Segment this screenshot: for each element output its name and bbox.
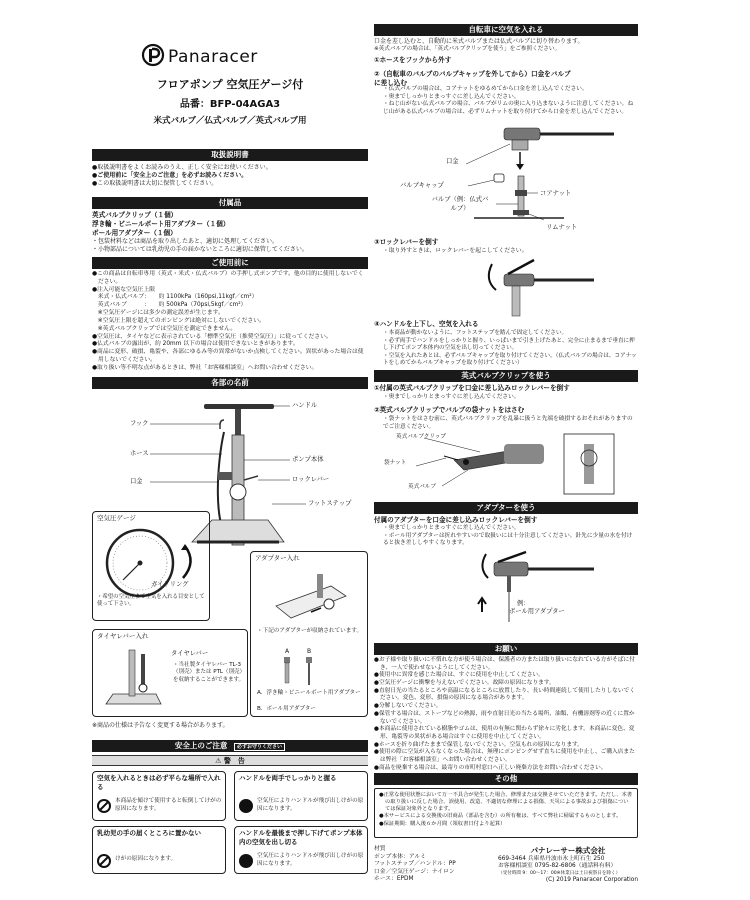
before-use-line: ●注入可能な空気圧上限 xyxy=(92,286,156,293)
before-use-line: 米式・仏式バルブ： 約 1100kPa（160psi,11kgf／cm²） xyxy=(92,294,258,301)
adapter-step: 付属のアダプターを口金に差し込みロックレバーを倒す xyxy=(374,516,538,524)
label-eng-valve: 英式バルブ xyxy=(408,484,436,490)
accessory-note: ・小物部品については乳幼児の手の届かないところに適切に保管してください。 xyxy=(92,245,308,253)
safety-header-tag: 必ずお守りください xyxy=(234,743,285,751)
before-use-line: ●商品に変形、破損、亀裂や、各部にゆるみ等の異常がないか点検してください。異状があった場合は使用しないでください。 xyxy=(92,349,364,363)
step2-note: ・仏式バルブの場合は、コアナットをゆるめてから口金を差し込んでください。 xyxy=(383,86,588,92)
adapter-note: ・奥までしっかりとまっすぐに差し込んでください。 xyxy=(383,525,520,531)
warning-label: 警 告 xyxy=(223,757,245,765)
step4-note: ・必ず両手でハンドルをしっかりと握り、いっぱいまで引き上げたあと、完全に止まるまで垂直に押し下げてポンプ本体内の空気を出し切ってください。 xyxy=(383,337,635,352)
inflate-step2: ②（自転車のバルブのバルブキャップを外してから）口金をバルブに差し込む xyxy=(374,70,571,87)
adapter-holder-box xyxy=(250,551,368,717)
lock-lever-illustration xyxy=(474,260,594,316)
label-bag-nut: 袋ナット xyxy=(384,460,407,466)
manual-text xyxy=(92,164,368,188)
accessory-item: ボール用アダプター（１個） xyxy=(92,228,177,237)
safety-box-2 xyxy=(234,771,368,821)
label-guide-ring: ガイドリング xyxy=(151,581,189,588)
before-use-line: ●仏式バルブの露出が、約 20mm 以下の場合は使用できないときがあります。 xyxy=(92,341,299,348)
inflate-header: 自転車に空気を入れる xyxy=(374,24,638,36)
request-header: お願い xyxy=(374,643,638,655)
before-use-header: ご使用前に xyxy=(92,257,368,269)
label-hook: フック xyxy=(130,420,149,427)
request-line: ●商品を廃棄する場合は、最寄りの市町村窓口へ正しい廃棄方法をお問い合わせください。 xyxy=(374,764,607,771)
before-use-line: ※空気圧ゲージには多少の測定誤差が生じます。 xyxy=(92,310,224,317)
adapter-notes xyxy=(374,525,638,548)
accessories-text xyxy=(92,211,368,254)
parts-header: 各部の名前 xyxy=(92,377,368,389)
step2-note: ・ねじ山がない仏式バルブの場合、バルブがリムの奥に入り込まないように注意してください。ねじ山がある仏式バルブの場合は、必ずリムナットを取り付けてから口金を差し込んでください。 xyxy=(383,101,634,116)
tire-lever-box xyxy=(92,629,248,717)
label-body: ポンプ本体 xyxy=(292,456,324,463)
tire-lever-note: ・当社製タイヤレバー TL-3（別売）または PTL（別売）を収納することができます。 xyxy=(173,662,245,683)
material-line: フットステップ／ハンドル：PP xyxy=(374,861,456,868)
safety-box-body: 空気圧によりハンドルが飛び出しけがの原因になります。 xyxy=(257,798,364,812)
inflate-step3-note: ・取り外すときは、ロックレバーを起こしてください。 xyxy=(383,248,528,254)
safety-box-title: ハンドルを両手でしっかりと握る xyxy=(239,774,337,782)
before-use-text xyxy=(92,271,368,373)
company-info xyxy=(498,846,638,884)
copyright: (C) 2019 Panaracer Corporation xyxy=(545,876,638,883)
adapter-b-letter: B xyxy=(307,648,312,655)
eng-clip-step2-note: ・袋ナットをはさむ前に、英式バルブクリップを乱暴に扱うと先端を破損するおそれがありますのでご注意ください。 xyxy=(383,416,633,430)
safety-header-title: 安全上のご注意 xyxy=(174,741,228,750)
label-valve-cap: バルブキャップ xyxy=(400,182,444,189)
instruction-icon xyxy=(239,799,253,813)
instruction-icon xyxy=(239,854,253,868)
manual-line: ●取扱説明書をよくお読みのうえ、正しく安全にお使いください。 xyxy=(92,164,272,171)
label-hose: ホース xyxy=(130,450,149,457)
other-line: ●保証期間：購入後６か月間（領収書日付より起算） xyxy=(379,820,506,827)
product-model: 品番：BFP-04AGA3 xyxy=(179,99,281,110)
label-rim-nut: リムナット xyxy=(546,224,578,231)
label-lock-lever: ロックレバー xyxy=(292,476,330,483)
eng-clip-header: 英式バルブクリップを使う xyxy=(374,370,638,382)
request-line: ●お子様や取り扱いに不慣れな方が使う場合は、保護者の方または取り扱いになれている方がそばに付き、一人で使わせないようにしてください。 xyxy=(374,657,635,671)
company-phone: お客様相談室 0795-82-6806（通話料有料） xyxy=(498,863,617,870)
gauge-note: ・希望の空気圧まで空気を入れる目安として使って下さい。 xyxy=(97,594,205,608)
label-core-nut: コアナット xyxy=(540,190,572,197)
inflate-intro xyxy=(374,38,638,54)
label-eng-clip: 英式バルブクリップ xyxy=(396,434,446,440)
step4-note: ・本商品が動かないように、フットステップを踏んで固定してください。 xyxy=(383,330,568,336)
safety-box-1 xyxy=(92,771,226,821)
request-line: ●空気圧ゲージに衝撃を与えないでください。故障の原因になります。 xyxy=(374,680,555,687)
warning-bar xyxy=(92,755,368,766)
adapter-b-desc: B．ボール用アダプター xyxy=(257,706,316,712)
before-use-line: ●この商品は自転車専用（英式・米式・仏式バルブ）の手押し式ポンプです。他の目的に使用しないでください。 xyxy=(92,271,364,285)
before-use-line: ※空気圧上限を超えてのポンピングは絶対にしないでください。 xyxy=(92,317,265,324)
manual-header: 取扱説明書 xyxy=(92,149,368,161)
label-foot-step: フットステップ xyxy=(308,500,352,507)
tire-lever-holder-title: タイヤレバー入れ xyxy=(97,632,149,640)
request-line: ●本商品に使用されている樹脂やゴムは、使用の有無に関わらず徐々に劣化します。本商品に変色、変形、亀裂等の異状がある場合はすぐに使用を中止してください。 xyxy=(374,726,635,740)
inflate-step1: ①ホースをフックから外す xyxy=(374,56,452,64)
safety-box-title: ハンドルを最後まで押し下げてポンプ本体内の空気を出し切る xyxy=(239,829,363,846)
other-box xyxy=(374,788,638,838)
before-use-line: ●空気圧は、タイヤなどに表示されている「標準空気圧（推奨空気圧）」に従ってください。 xyxy=(92,333,332,340)
request-line: ●直射日光の当たるところや高温になるところに放置したり、長い時間連続して使用したりしないでください。変色、変形、損傷の原因になる場合があります。 xyxy=(374,687,635,702)
label-tire-lever: タイヤレバー xyxy=(171,650,209,657)
inflate-step4-notes xyxy=(374,330,638,368)
inflate-intro-line: ※英式バルブの場合は、「英式バルブクリップを使う」をご参照ください。 xyxy=(374,46,561,53)
eng-clip-step2: ②英式バルブクリップでバルブの袋ナットをはさむ xyxy=(374,406,525,414)
company-address: 669-3464 兵庫県丹波市氷上町石生 250 xyxy=(498,855,605,862)
request-line: ●ホースを折り曲げたままで保管しないでください。空気もれの原因になります。 xyxy=(374,741,583,748)
tire-lever-illustration xyxy=(101,644,171,714)
eng-clip-step1: ①付属の英式バルブクリップを口金に差し込みロックレバーを倒す xyxy=(374,384,570,392)
safety-box-3 xyxy=(92,826,226,874)
safety-box-body: けがの原因になります。 xyxy=(115,856,177,862)
adapter-example-label: ボール用アダプター xyxy=(509,608,565,615)
adapter-note: ・下記のアダプターが収納されています。 xyxy=(257,628,363,634)
inflate-step4: ④ハンドルを上下し、空気を入れる xyxy=(374,320,479,328)
spec-note: ※商品の仕様は予告なく変更する場合があります。 xyxy=(92,722,229,729)
request-line: ●使用の際に空気が入らなくなった場合は、無理にポンピングせず直ちに使用を中止し、ご購入店または弊社「お客様相談室」へお問い合わせください。 xyxy=(374,749,635,763)
request-line: ●分解しないでください。 xyxy=(374,703,442,710)
valve-illustration xyxy=(414,120,614,230)
safety-box-body: 本商品を傾けて使用すると転倒してけがの原因になります。 xyxy=(115,798,222,812)
safety-header xyxy=(92,740,368,752)
material-line: 口金／空気圧ゲージ：ナイロン xyxy=(374,868,455,875)
request-text xyxy=(374,657,638,772)
material-line: ホース：EPDM xyxy=(374,876,414,883)
adapter-note: ・ボール用アダプターは折れやすいので取扱いには十分注意してください。針先に少量の水を付けると抜き差ししやすくなります。 xyxy=(383,532,633,547)
safety-box-body: 空気圧によりハンドルが飛び出しけがの原因になります。 xyxy=(257,853,364,867)
safety-box-title: 空気を入れるときは必ず平らな場所で入れる xyxy=(97,774,221,791)
company-name: パナレーサー株式会社 xyxy=(530,846,606,855)
label-valve-example: バルブ（例：仏式バルブ） xyxy=(431,196,489,212)
gauge-box xyxy=(92,511,210,621)
before-use-line: 英式バルブ ： 約 500kPa（70psi,5kgf／cm²） xyxy=(92,302,247,309)
inflate-step2-notes xyxy=(374,86,638,117)
other-line: ●正常な使用状態において万一不具合が発生した場合、修理または交換させていただきます。ただし、本書の取り扱いに反した場合、誤使用、改造、不適切な修理による損傷、天災による事故および損傷については保証対象外となります。 xyxy=(379,792,633,813)
panaracer-logo-icon xyxy=(142,44,164,66)
manual-line: ●ご使用前に「安全上のご注意」を必ずお読みください。 xyxy=(92,172,248,180)
manual-line: ●この取扱説明書は大切に保管してください。 xyxy=(92,180,218,188)
adapter-header: アダプターを使う xyxy=(374,502,638,514)
product-valves: 米式バルブ／仏式バルブ／英式バルブ用 xyxy=(153,116,307,126)
label-handle: ハンドル xyxy=(292,402,318,409)
rotate-arrow-icon xyxy=(179,542,199,582)
safety-box-title: 乳幼児の手の届くところに置かない xyxy=(97,829,201,837)
gauge-box-title: 空気圧ゲージ xyxy=(97,514,136,522)
materials xyxy=(374,846,456,884)
request-line: ●使用中に異常を感じた場合は、すぐに使用を中止してください。 xyxy=(374,672,544,679)
inflate-intro-line: 口金を差し込むと、自動的に米式バルブまたは仏式バルブに切り替わります。 xyxy=(374,38,584,45)
prohibited-icon xyxy=(97,799,111,813)
adapter-a-letter: A xyxy=(285,648,290,655)
label-valve-head: 口金 xyxy=(446,158,459,165)
step2-note: ・奥までしっかりとまっすぐに差し込んでください。 xyxy=(383,93,520,100)
before-use-line: ●取り扱い等不明な点があるときは、弊社「お客様相談室」へお問い合わせください。 xyxy=(92,364,318,371)
adapter-holder-illustration xyxy=(271,566,351,624)
before-use-line: ※英式バルブクリップでは空気圧を測定できません。 xyxy=(92,325,237,332)
prohibited-icon xyxy=(97,854,111,868)
company-hours: （受付時間 9：00～17：00※休業日は土日祝祭日を除く） xyxy=(498,870,621,876)
other-header: その他 xyxy=(374,773,638,785)
adapter-parts-icon xyxy=(281,657,321,691)
adapter-example-prefix: 例： xyxy=(517,600,530,607)
material-line: ポンプ本体：アルミ xyxy=(374,853,426,860)
step4-note: ・空気を入れたあとは、必ずバルブキャップを取り付けてください。（仏式バルブの場合は、コアナットをしめてからバルブキャップを取り付けてください） xyxy=(383,352,637,367)
accessories-header: 付属品 xyxy=(92,197,368,209)
inflate-step3: ③ロックレバーを倒す xyxy=(374,238,439,246)
adapter-holder-title: アダプター入れ xyxy=(255,554,300,562)
product-title: フロアポンプ 空気圧ゲージ付 xyxy=(156,78,304,91)
adapter-a-desc: A．浮き輪・ビニールボート用アダプター xyxy=(257,690,361,696)
safety-box-4 xyxy=(234,826,368,874)
accessory-item: 浮き輪・ビニールボート用アダプター（１個） xyxy=(92,219,230,228)
warning-icon: ⚠ xyxy=(215,757,224,765)
brand-name: Panaracer xyxy=(168,47,258,67)
accessory-note: ・包装材料などは商品を取り出したあと、適切に処理してください。 xyxy=(92,237,279,245)
accessory-item: 英式バルブクリップ（１個） xyxy=(92,211,178,219)
other-line: ●本サービスによる交換後の旧商品（部品を含む）の所有権は、すべて弊社に帰属するものとします。 xyxy=(379,813,622,820)
eng-clip-step1-note: ・奥までしっかりとまっすぐに差し込んでください。 xyxy=(383,394,520,400)
request-line: ●保管する場合は、ストーブなどの熱源、雨や直射日光の当たる場所、油類、有機溶剤等の近くに置かないでください。 xyxy=(374,710,635,725)
label-head: 口金 xyxy=(130,478,143,485)
material-title: 材質 xyxy=(374,846,386,852)
brand-logo xyxy=(142,44,322,66)
